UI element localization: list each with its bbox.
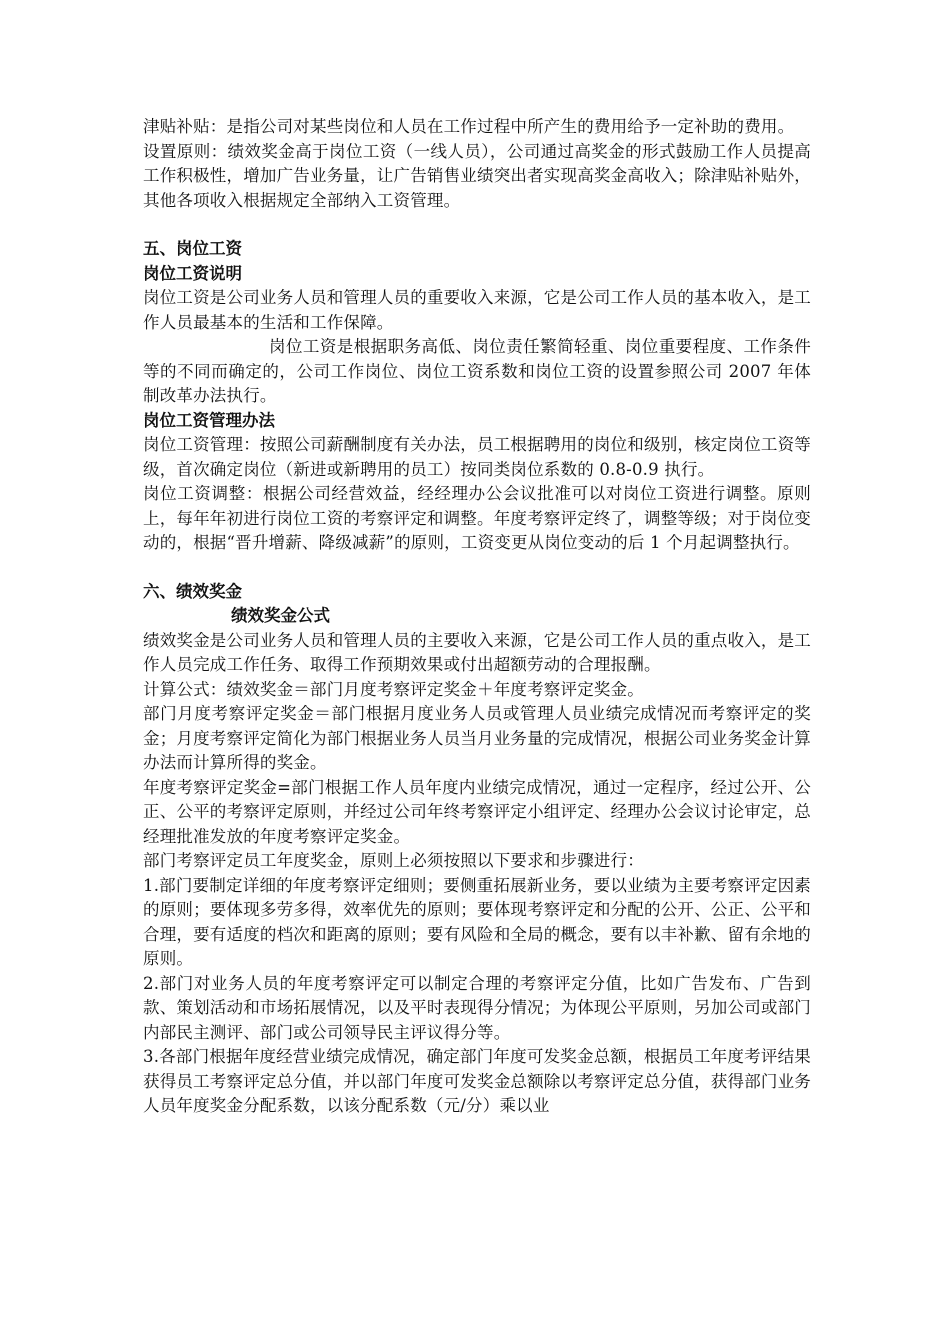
- spacer: [143, 556, 811, 580]
- document-page: [143, 115, 811, 1119]
- section6-paragraph-2: 计算公式：绩效奖金＝部门月度考察评定奖金＋年度考察评定奖金。: [143, 679, 644, 699]
- section6-subheading-1: 绩效奖金公式: [231, 606, 330, 625]
- section5-heading: 五、岗位工资: [143, 239, 242, 258]
- section5-subheading-2: 岗位工资管理办法: [143, 410, 275, 430]
- section6-list-item-1: 1.部门要制定详细的年度考察评定细则；要侧重拓展新业务，要以业绩为主要考察评定因素的原则；要体现多劳多得，效率优先的原则；要体现考察评定和分配的公开、公正、公平和合理，要有适度的档次和距离的原则；要有风险和全局的概念，要有以丰补歉、留有余地的原则。: [143, 875, 811, 968]
- section6-paragraph-1: 绩效奖金是公司业务人员和管理人员的主要收入来源，它是公司工作人员的重点收入，是工作人员完成工作任务、取得工作预期效果或付出超额劳动的合理报酬。: [143, 630, 811, 674]
- section5-subheading-1: 岗位工资说明: [143, 263, 242, 283]
- section6-heading: 六、绩效奖金: [143, 581, 242, 601]
- section6-list-item-3: 3.各部门根据年度经营业绩完成情况，确定部门年度可发奖金总额，根据员工年度考评结果获得员工考察评定总分值，并以部门年度可发奖金总额除以考察评定总分值，获得部门业务人员年度奖金分配系数，以该分配系数（元/分）乘以业: [143, 1047, 811, 1115]
- section6-paragraph-3: 部门月度考察评定奖金＝部门根据月度业务人员或管理人员业绩完成情况而考察评定的奖金；月度考察评定简化为部门根据业务人员当月业务量的完成情况，根据公司业务奖金计算办法而计算所得的奖金。: [143, 704, 811, 772]
- section5-paragraph-2: 岗位工资是根据职务高低、岗位责任繁简轻重、岗位重要程度、工作条件等的不同而确定的，公司工作岗位、岗位工资系数和岗位工资的设置参照公司 2007 年体制改革办法执行。: [143, 337, 811, 405]
- section6-paragraph-5: 部门考察评定员工年度奖金，原则上必须按照以下要求和步骤进行：: [143, 851, 644, 870]
- section5-paragraph-3: 岗位工资管理：按照公司薪酬制度有关办法，员工根据聘用的岗位和级别，核定岗位工资等级，首次确定岗位（新进或新聘用的员工）按同类岗位系数的 0.8-0.9 执行。: [143, 435, 811, 479]
- section6-paragraph-4: 年度考察评定奖金=部门根据工作人员年度内业绩完成情况，通过一定程序，经过公开、公正、公平的考察评定原则，并经过公司年终考察评定小组评定、经理办公会议讨论审定，总经理批准发放的年度考察评定奖金。: [143, 777, 811, 846]
- section5-paragraph-4: 岗位工资调整：根据公司经营效益，经经理办公会议批准可以对岗位工资进行调整。原则上，每年年初进行岗位工资的考察评定和调整。年度考察评定终了，调整等级；对于岗位变动的，根据“晋升增薪、降级减薪”的原则，工资变更从岗位变动的后 1 个月起调整执行。: [143, 484, 811, 552]
- setting-principle: 设置原则：绩效奖金高于岗位工资（一线人员），公司通过高奖金的形式鼓励工作人员提高工作积极性，增加广告业务量，让广告销售业绩突出者实现高奖金高收入；除津贴补贴外，其他各项收入根据规定全部纳入工资管理。: [143, 141, 811, 210]
- section5-paragraph-1: 岗位工资是公司业务人员和管理人员的重要收入来源，它是公司工作人员的基本收入，是工作人员最基本的生活和工作保障。: [143, 288, 811, 332]
- allowance-definition: 津贴补贴：是指公司对某些岗位和人员在工作过程中所产生的费用给予一定补助的费用。: [143, 117, 795, 136]
- spacer: [143, 213, 811, 237]
- section6-list-item-2: 2.部门对业务人员的年度考察评定可以制定合理的考察评定分值，比如广告发布、广告到款、策划活动和市场拓展情况，以及平时表现得分情况；为体现公平原则，另加公司或部门内部民主测评、部门或公司领导民主评议得分等。: [143, 973, 811, 1042]
